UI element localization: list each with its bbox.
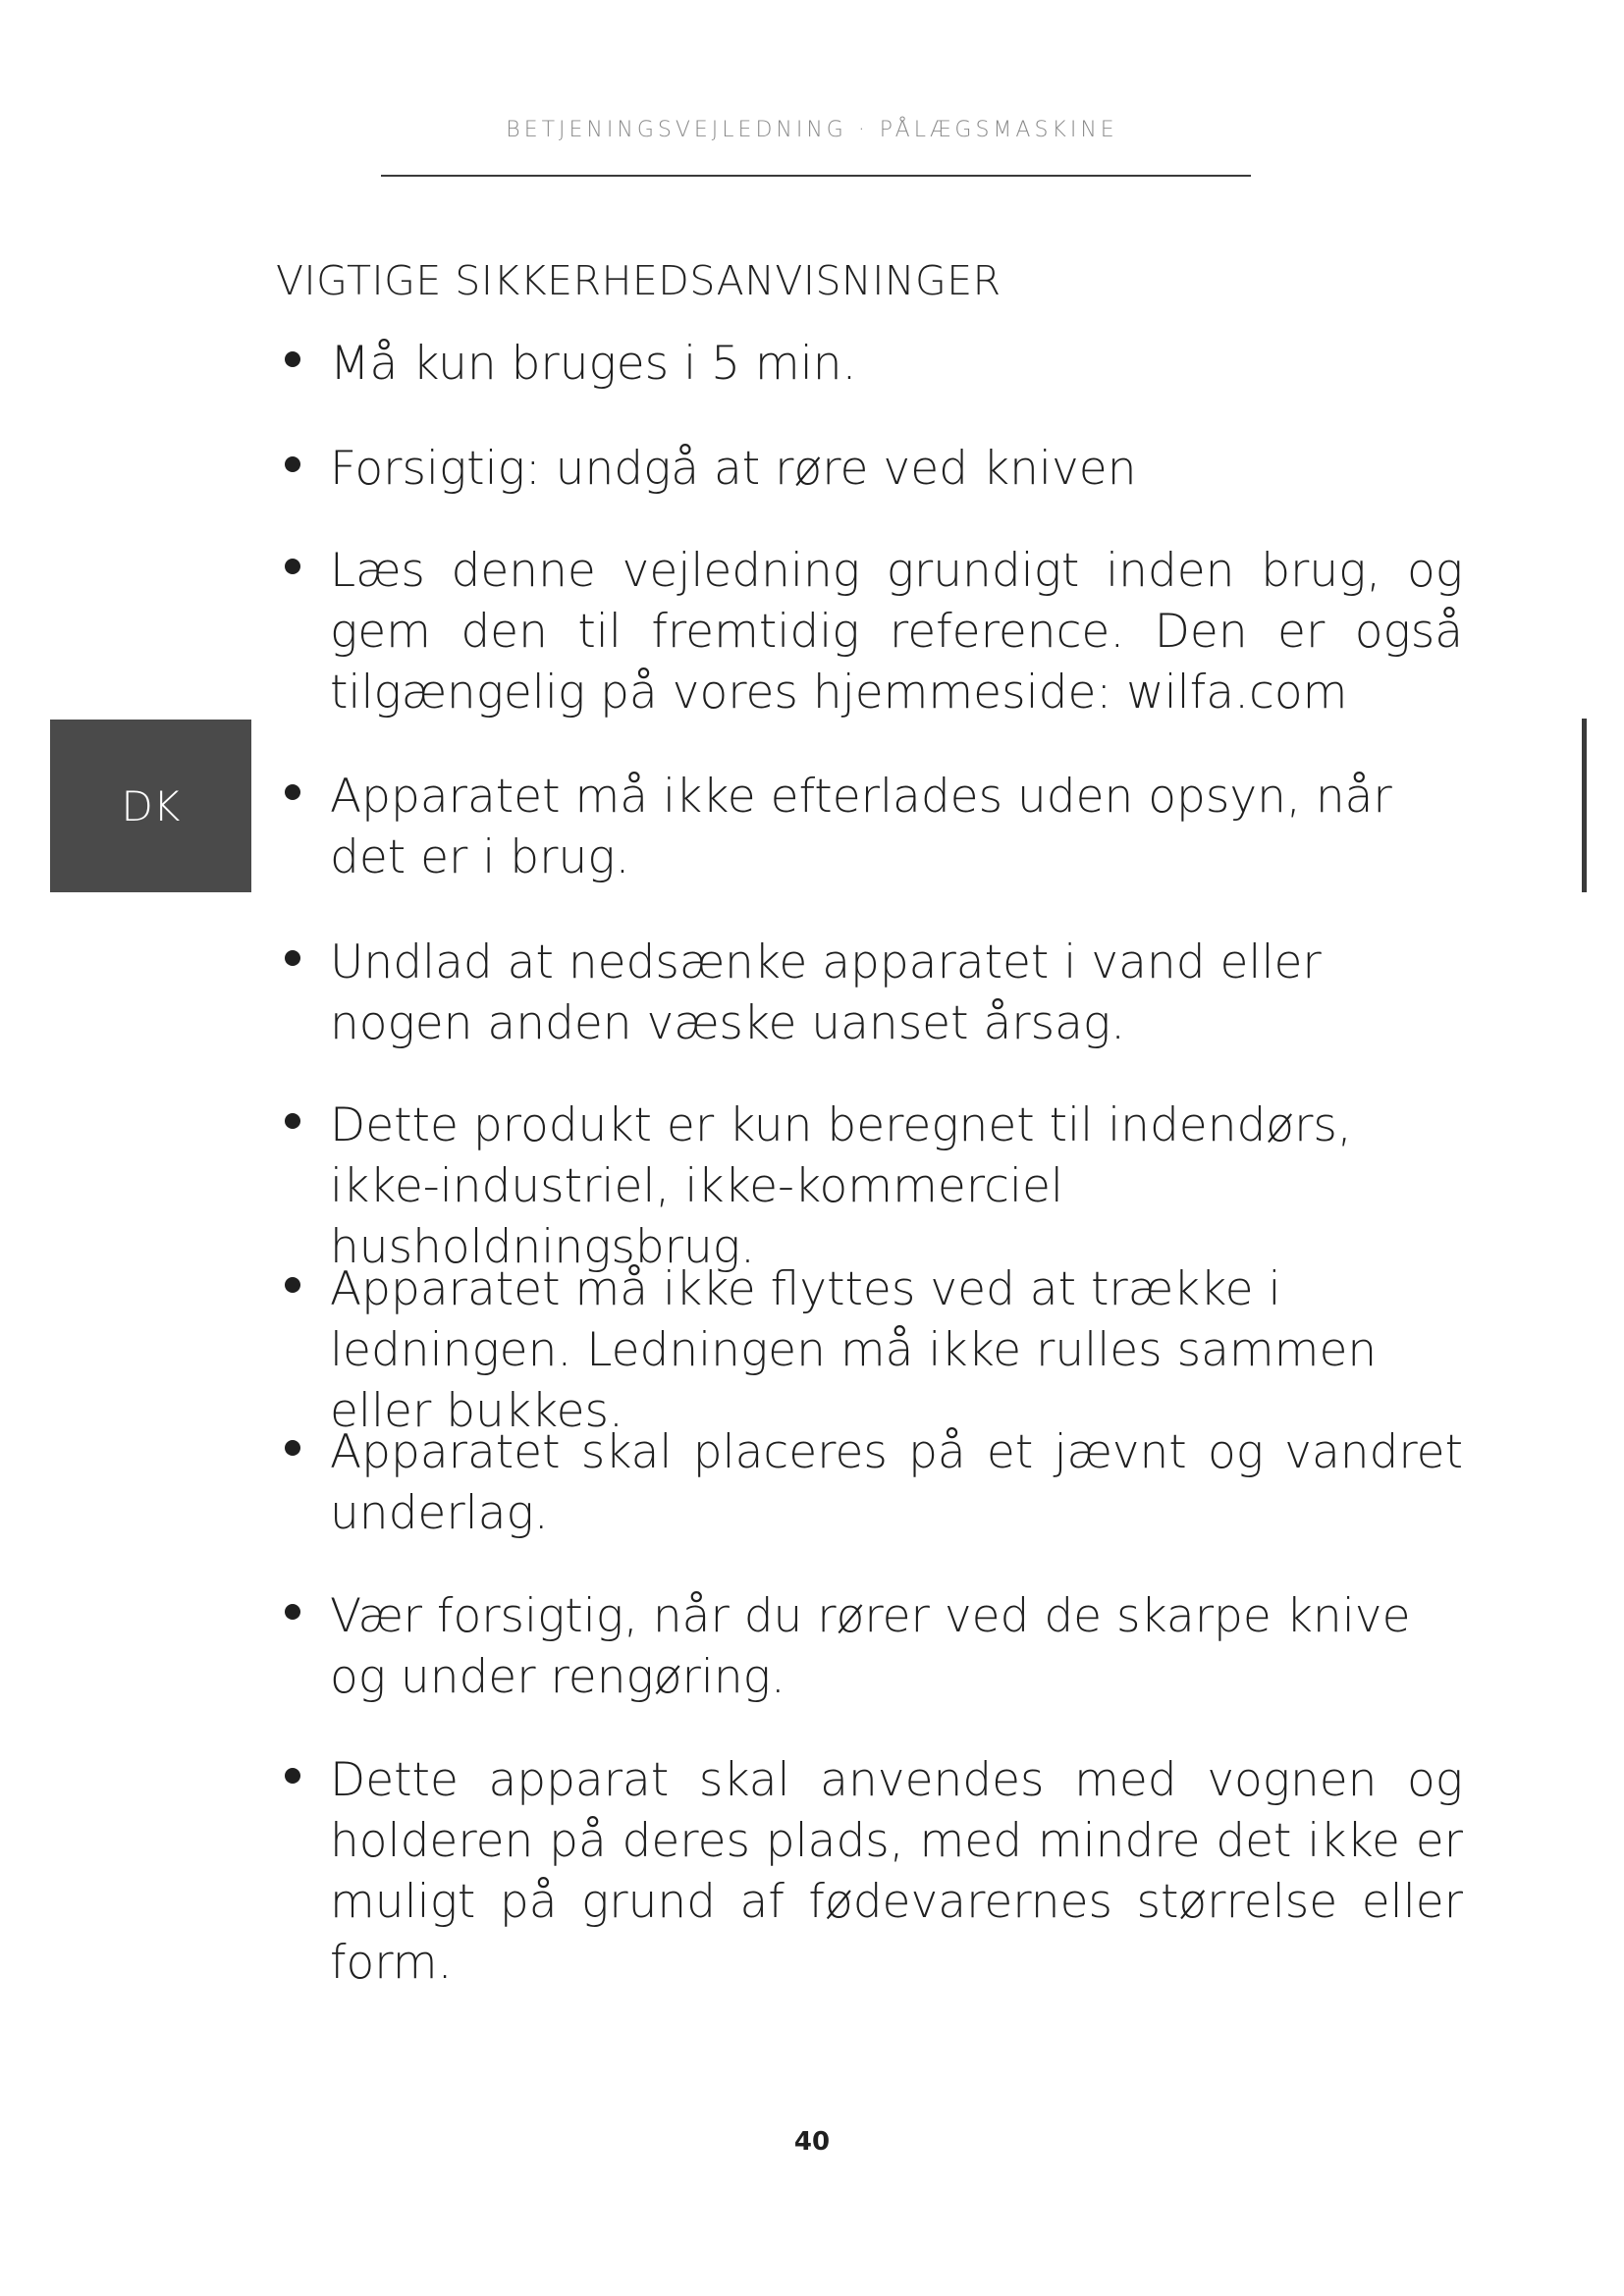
list-item-text: Apparatet må ikke flyttes ved at trække i ledningen. Ledningen må ikke rulles sammen eller bukkes. <box>330 1262 1378 1438</box>
bullet-icon <box>285 1604 300 1620</box>
language-tab <box>50 720 251 892</box>
bullet-icon <box>285 456 300 472</box>
list-item-text: Apparatet må ikke efterlades uden opsyn, når det er i brug. <box>330 770 1392 884</box>
page-number: 40 <box>793 2127 831 2157</box>
list-item-text: Undlad at nedsænke apparatet i vand eller nogen anden væske uanset årsag. <box>330 935 1322 1050</box>
edge-marker <box>1582 719 1587 892</box>
running-header: BETJENINGSVEJLEDNING · PÅLÆGSMASKINE <box>506 118 1118 142</box>
list-item-text: Dette produkt er kun beregnet til indendørs, ikke-industriel, ikke-kommerciel husholdningsbrug. <box>330 1098 1352 1274</box>
bullet-icon <box>285 784 300 800</box>
bullet-icon <box>285 1113 300 1129</box>
list-item-text: Vær forsigtig, når du rører ved de skarpe knive og under rengøring. <box>330 1589 1411 1704</box>
list-item-text: Må kun bruges i 5 min. <box>330 337 857 391</box>
section-title: VIGTIGE SIKKERHEDSANVISNINGER <box>276 257 1001 304</box>
bullet-icon <box>285 1768 300 1784</box>
header-divider <box>381 175 1251 177</box>
language-tab-label: DK <box>121 781 181 830</box>
bullet-icon <box>285 559 300 574</box>
list-item-text: Dette apparat skal anvendes med vognen og holderen på deres plads, med mindre det ikke er muligt på grund af fødevarernes størrelse eller form. <box>330 1753 1463 1990</box>
list-item-text: Forsigtig: undgå at røre ved kniven <box>330 442 1137 496</box>
bullet-icon <box>285 351 300 367</box>
bullet-icon <box>285 950 300 966</box>
bullet-icon <box>285 1277 300 1293</box>
bullet-icon <box>285 1440 300 1456</box>
list-item-text: Apparatet skal placeres på et jævnt og vandret underlag. <box>330 1425 1463 1540</box>
list-item-text: Læs denne vejledning grundigt inden brug, og gem den til fremtidig reference. Den er også tilgængelig på vores hjemmeside: wilfa.com <box>330 544 1463 720</box>
